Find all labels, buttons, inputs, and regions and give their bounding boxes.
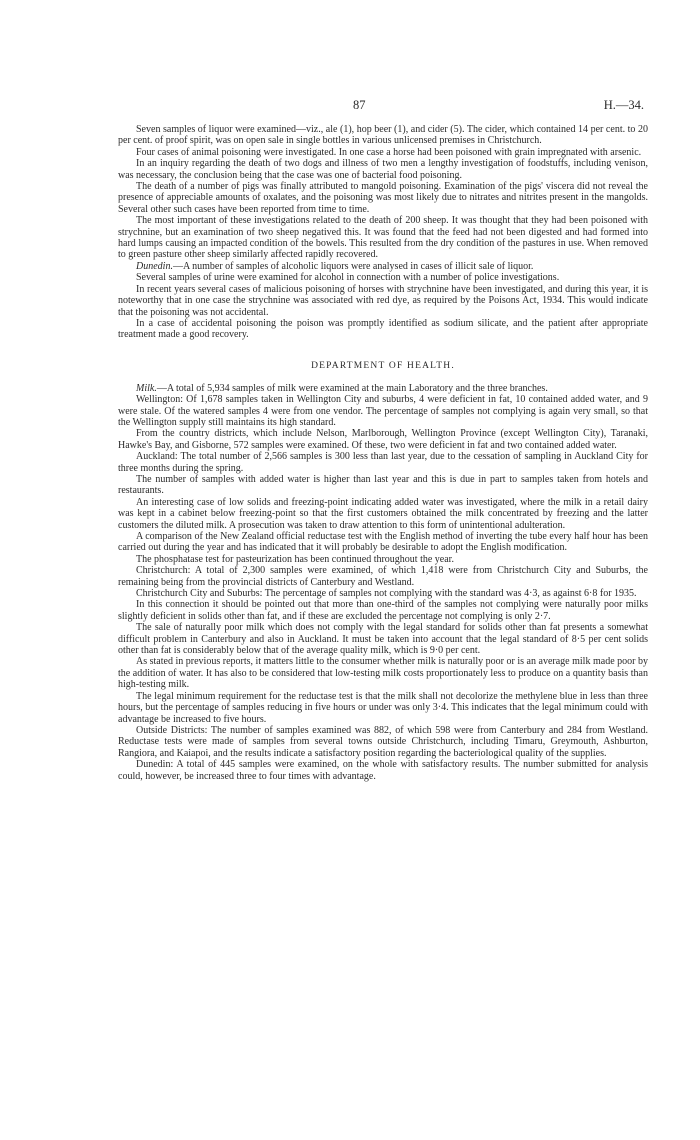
milk-lead: Milk. xyxy=(136,382,157,394)
paragraph-animal-poisoning: Four cases of animal poisoning were investigated. In one case a horse had been poisoned with grain impregnated with arsenic. xyxy=(136,146,642,158)
paragraph-reductase-comparison: A comparison of the New Zealand official reductase test with the English method of inverting the tube every half hour has been carried out during the year and has indicated that it will probably be desirable to adopt the English modification. xyxy=(118,531,648,554)
paragraph-dunedin-milk: Dunedin: A total of 445 samples were examined, on the whole with satisfactory results. The number submitted for analysis could, however, be increased three to four times with advantage. xyxy=(118,759,648,782)
section-heading-health: DEPARTMENT OF HEALTH. xyxy=(311,360,455,371)
paragraph-pigs: The death of a number of pigs was finally attributed to mangold poisoning. Examination of the pigs' viscera did not reveal the presence of appreciable amounts of oxalates, and the poisoning was most likely due to nitrates and nitrites present in the mangolds. Several other such cases have been reported from time to time. xyxy=(118,181,648,215)
paragraph-freezing-point: An interesting case of low solids and freezing-point indicating added water was investigated, where the milk in a retail dairy was kept in a cabinet below freezing-point so that the first customers obtained the milk concentrated by freezing and the latter customers the diluted milk. A prosecution was taken to draw attention to this form of unintentional adulteration. xyxy=(118,496,648,531)
paragraph-legal-minimum: The legal minimum requirement for the reductase test is that the milk shall not decolorize the methylene blue in less than three hours, but the percentage of samples reducing in five hours or under was only 3·4. This indicates that the legal minimum could with advantage be increased to five hours. xyxy=(118,690,648,725)
paragraph-horses: In recent years several cases of malicious poisoning of horses with strychnine have been investigated, and during this year, it is noteworthy that in one case the strychnine was associated with red dye, as required by the Poisons Act, 1934. This would indicate that the poisoning was not accidental. xyxy=(118,283,648,318)
dunedin-text: —A number of samples of alcoholic liquors were analysed in cases of illicit sale of liquor. xyxy=(172,260,534,272)
paragraph-added-water: The number of samples with added water is higher than last year and this is due in part to samples taken from hotels and restaurants. xyxy=(118,473,648,497)
paragraph-liquor: Seven samples of liquor were examined—viz., ale (1), hop beer (1), and cider (5). The cider, which contained 14 per cent. to 20 per cent. of proof spirit, was on open sale in single bottles in various unlicensed premises in Christchurch. xyxy=(118,124,648,147)
paragraph-country-districts: From the country districts, which include Nelson, Marlborough, Wellington Province (except Wellington City), Taranaki, Hawke's Bay, and Gisborne, 572 samples were examined. Of these, two were deficient in fat and two contained added water. xyxy=(118,428,648,451)
paragraph-sheep: The most important of these investigations related to the death of 200 sheep. It was thought that they had been poisoned with strychnine, but an examination of two sheep negatived this. It was found that the feed had not been digested and had formed into hard lumps causing an impacted condition of the bowels. This resulted from the dry condition of the pastures in use. When removed to green pasture other sheep similarly affected rapidly recovered. xyxy=(118,215,648,261)
paragraph-auckland: Auckland: The total number of 2,566 samples is 300 less than last year, due to the cessation of sampling in Auckland City for three months during the spring. xyxy=(118,451,648,474)
paragraph-previous-reports: As stated in previous reports, it matters little to the consumer whether milk is naturally poor or is an average milk made poor by the addition of water. It has also to be considered that low-testing milk costs proportionately less to produce on a quantity basis than high-testing milk. xyxy=(118,656,648,691)
paragraph-naturally-poor: The sale of naturally poor milk which does not comply with the legal standard for solids other than fat presents a somewhat difficult problem in Canterbury and also in Auckland. It must be taken into account that the legal standard of 8·5 per cent solids other than fat is considerably below that of the average quality milk, which is 9·0 per cent. xyxy=(118,622,648,657)
page-header xyxy=(0,98,700,114)
paragraph-urine: Several samples of urine were examined for alcohol in connection with a number of police investigations. xyxy=(136,272,560,284)
paragraph-wellington: Wellington: Of 1,678 samples taken in Wellington City and suburbs, 4 were deficient in fat, 10 contained added water, and 9 were stale. Of the watered samples 4 were from one vendor. The percentage of samples not complying is again very small, so that the Wellington supply still maintains its high standard. xyxy=(118,394,648,428)
document-reference: H.—34. xyxy=(603,98,644,112)
milk-text: —A total of 5,934 samples of milk were examined at the main Laboratory and the three branches. xyxy=(156,382,548,394)
paragraph-christchurch: Christchurch: A total of 2,300 samples were examined, of which 1,418 were from Christchurch City and Suburbs, the remaining being from the provincial districts of Canterbury and Westland. xyxy=(118,565,648,588)
paragraph-christchurch-city: Christchurch City and Suburbs: The percentage of samples not complying with the standard was 4·3, as against 6·8 for 1935. xyxy=(136,588,637,600)
paragraph-dunedin xyxy=(118,261,648,272)
paragraph-milk xyxy=(118,383,648,394)
paragraph-dogs-inquiry: In an inquiry regarding the death of two dogs and illness of two men a lengthy investigation of foodstuffs, including venison, was necessary, the conclusion being that the case was one of bacterial food poisoning. xyxy=(118,158,648,181)
paragraph-outside-districts: Outside Districts: The number of samples examined was 882, of which 598 were from Canterbury and 284 from Westland. Reductase tests were made of samples from several towns outside Christchurch, including Timaru, Greymouth, Ashburton, Rangiora, and Kaiapoi, and the results indicate a satisfactory position regarding the bacteriological quality of the supplies. xyxy=(118,724,648,759)
page-number: 87 xyxy=(353,98,366,112)
dunedin-lead: Dunedin. xyxy=(136,260,173,272)
paragraph-phosphatase: The phosphatase test for pasteurization has been continued throughout the year. xyxy=(136,553,454,565)
document-body xyxy=(118,124,648,782)
paragraph-sodium-silicate: In a case of accidental poisoning the poison was promptly identified as sodium silicate, and the patient after appropriate treatment made a good recovery. xyxy=(118,317,648,341)
paragraph-one-third: In this connection it should be pointed out that more than one-third of the samples not complying were naturally poor milks slightly deficient in solids other than fat, and if these are excluded the percentage not complying is only 2·7. xyxy=(118,599,648,622)
